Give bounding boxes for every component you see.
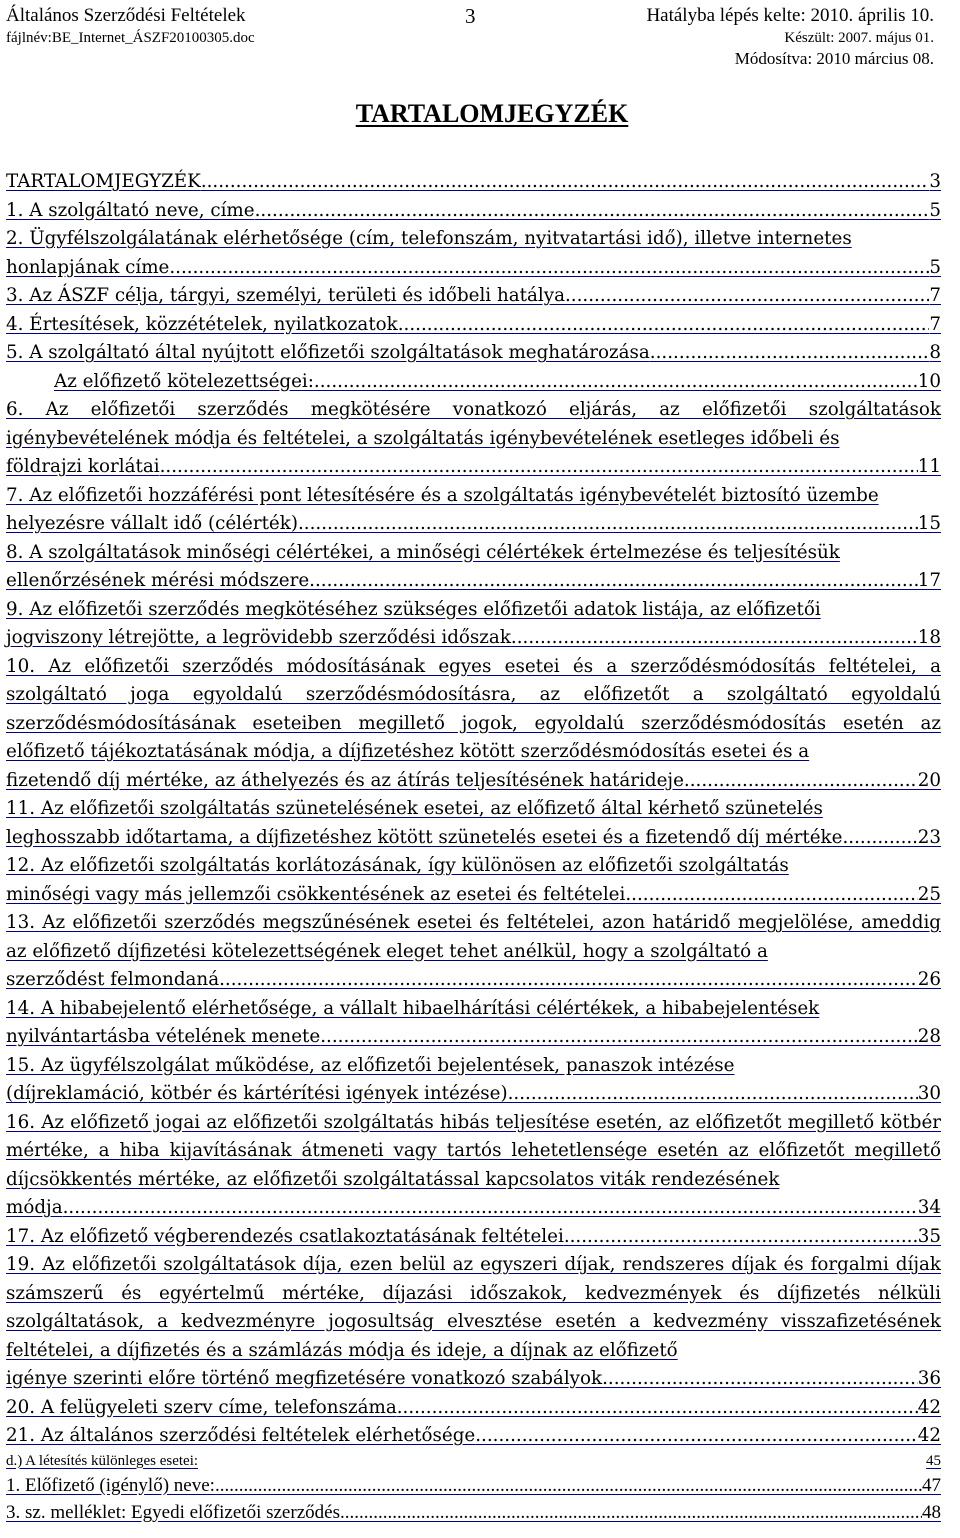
toc-page-number: 30 xyxy=(917,1083,941,1104)
toc-entry[interactable]: 4. Értesítések, közzétételek, nyilatkozatok ..... 7 xyxy=(6,311,941,340)
toc-entry[interactable]: TARTALOMJEGYZÉK ..... 3 xyxy=(6,168,941,197)
header-document-title: Általános Szerződési Feltételek xyxy=(6,5,246,26)
header-page-number: 3 xyxy=(465,4,476,28)
toc-entry[interactable]: 8. A szolgáltatások minőségi célértékei, a minőségi célértékek értelmezése és teljesítésük ellenőrzésének mérési módszere ..... 17 xyxy=(6,539,941,596)
toc-entry[interactable]: Az előfizető kötelezettségei: ..... 10 xyxy=(6,368,941,397)
toc-page-number: 7 xyxy=(929,285,941,306)
toc-page-number: 47 xyxy=(922,1474,941,1496)
toc-page-number: 42 xyxy=(917,1425,941,1446)
toc-entry[interactable]: 16. Az előfizető jogai az előfizetői szolgáltatás hibás teljesítése esetén, az előfizetőt megillető kötbér mértéke, a hiba kijavításának átmeneti vagy tartós lehetetlensége esetén az előfizetőt megillető díjcsökkentés mértéke, az előfizetői szolgáltatással kapcsolatos viták rendezésének módja ..... 34 xyxy=(6,1109,941,1223)
toc-page-number: 34 xyxy=(917,1197,941,1218)
header-file-name: fájlnév:BE_Internet_ÁSZF20100305.doc xyxy=(6,30,255,46)
toc-page-number: 7 xyxy=(929,313,941,335)
toc-page-number: 23 xyxy=(917,826,941,848)
toc-entry[interactable]: 1. A szolgáltató neve, címe ..... 5 xyxy=(6,197,941,226)
toc-page-number: 3 xyxy=(929,171,941,192)
toc-entry[interactable]: 10. Az előfizetői szerződés módosításának egyes esetei és a szerződésmódosítás feltételei, a szolgáltató joga egyoldalú szerződésmódosításra, az előfizetőt a szolgáltató egyoldalú szerződésmódosításának eseteiben megillető jogok, egyoldalú szerződésmódosítás esetén az előfizető tájékoztatásának módja, a díjfizetéshez kötött szerződésmódosítás esetei és a fizetendő díj mértéke, az áthelyezés és az átírás teljesítésének határideje ..... 20 xyxy=(6,653,941,796)
toc-entry[interactable]: 2. Ügyfélszolgálatának elérhetősége (cím, telefonszám, nyitvatartási idő), illetve internetes honlapjának címe ..... 5 xyxy=(6,225,941,282)
toc-page-number: 48 xyxy=(922,1501,941,1523)
toc-entry[interactable]: 7. Az előfizetői hozzáférési pont létesítésére és a szolgáltatás igénybevételét biztosító üzembe helyezésre vállalt idő (célérték) ..... 15 xyxy=(6,482,941,539)
toc-page-number: 25 xyxy=(917,883,941,905)
toc-page-number: 28 xyxy=(917,1026,941,1047)
toc-entry[interactable]: 13. Az előfizetői szerződés megszűnésének esetei és feltételei, azon határidő megjelölése, ameddig az előfizető díjfizetési kötelezettségének eleget tehet anélkül, hogy a szolgáltató a szerződést felmondaná ..... 26 xyxy=(6,909,941,995)
toc-entry[interactable]: 3. sz. melléklet: Egyedi előfizetői szerződés ..... 48 xyxy=(6,1499,941,1526)
toc-page-number: 15 xyxy=(917,513,941,534)
toc-page-number: 45 xyxy=(926,1452,941,1469)
toc-heading: TARTALOMJEGYZÉK xyxy=(355,99,629,128)
toc-entry[interactable]: d.) A létesítés különleges esetei: 45 xyxy=(6,1451,941,1472)
toc-page-number: 35 xyxy=(917,1225,941,1247)
header-created-date: Készült: 2007. május 01. xyxy=(784,30,934,46)
toc-entry[interactable]: 6. Az előfizetői szerződés megkötésére vonatkozó eljárás, az előfizetői szolgáltatások igénybevételének módja és feltételei, a szolgáltatás igénybevételének esetleges időbeli és földrajzi korlátai ..... 11 xyxy=(6,396,941,482)
toc-page-number: 36 xyxy=(917,1368,941,1389)
toc-page-number: 17 xyxy=(917,570,941,591)
toc-entry[interactable]: 19. Az előfizetői szolgáltatások díja, ezen belül az egyszeri díjak, rendszeres díjak és forgalmi díjak számszerű és egyértelmű mértéke, díjazási időszakok, kedvezmények és díjfizetés nélküli szolgáltatások, a kedvezményre jogosultság elvesztése esetén a kedvezmény visszafizetésének feltételei, a díjfizetés és a számlázás módja és ideje, a díjnak az előfizető igénye szerinti előre történő megfizetésére vonatkozó szabályok ..... 36 xyxy=(6,1251,941,1394)
toc-entry[interactable]: 14. A hibabejelentő elérhetősége, a vállalt hibaelhárítási célértékek, a hibabejelentések nyilvántartásba vételének menete ..... 28 xyxy=(6,995,941,1052)
toc-entry[interactable]: 9. Az előfizetői szerződés megkötéséhez szükséges előfizetői adatok listája, az előfizetői jogviszony létrejötte, a legrövidebb szerződési időszak ..... 18 xyxy=(6,596,941,653)
toc-page-number: 26 xyxy=(917,969,941,990)
toc-entry[interactable]: 12. Az előfizetői szolgáltatás korlátozásának, így különösen az előfizetői szolgáltatás minőségi vagy más jellemzői csökkentésének az esetei és feltételei ..... 25 xyxy=(6,852,941,909)
toc-entry[interactable]: 5. A szolgáltató által nyújtott előfizetői szolgáltatások meghatározása ..... 8 xyxy=(6,339,941,368)
table-of-contents xyxy=(6,168,941,1526)
toc-entry[interactable]: 1. Előfizető (igénylő) neve: ..... 47 xyxy=(6,1472,941,1499)
toc-page-number: 20 xyxy=(917,769,941,791)
toc-page-number: 5 xyxy=(929,199,941,221)
toc-page-number: 8 xyxy=(929,342,941,363)
toc-entry[interactable]: 11. Az előfizetői szolgáltatás szünetelésének esetei, az előfizető által kérhető szünetelés leghosszabb időtartama, a díjfizetéshez kötött szünetelés esetei és a fizetendő díj mértéke ..... 23 xyxy=(6,795,941,852)
header-modified-date: Módosítva: 2010 március 08. xyxy=(734,49,934,68)
toc-entry[interactable]: 15. Az ügyfélszolgálat működése, az előfizetői bejelentések, panaszok intézése (díjreklamáció, kötbér és kártérítési igények intézése). ..... 30 xyxy=(6,1052,941,1109)
toc-page-number: 18 xyxy=(917,627,941,648)
header-effective-date: Hatályba lépés kelte: 2010. április 10. xyxy=(646,5,934,26)
toc-page-number: 11 xyxy=(917,456,941,477)
toc-page-number: 42 xyxy=(917,1396,941,1418)
toc-entry[interactable]: 17. Az előfizető végberendezés csatlakoztatásának feltételei ..... 35 xyxy=(6,1223,941,1252)
toc-page-number: 5 xyxy=(929,256,941,278)
toc-entry[interactable]: 3. Az ÁSZF célja, tárgyi, személyi, területi és időbeli hatálya ..... 7 xyxy=(6,282,941,311)
toc-entry[interactable]: 21. Az általános szerződési feltételek elérhetősége ..... 42 xyxy=(6,1422,941,1451)
toc-page-number: 10 xyxy=(917,370,941,392)
toc-entry[interactable]: 20. A felügyeleti szerv címe, telefonszáma ..... 42 xyxy=(6,1394,941,1423)
